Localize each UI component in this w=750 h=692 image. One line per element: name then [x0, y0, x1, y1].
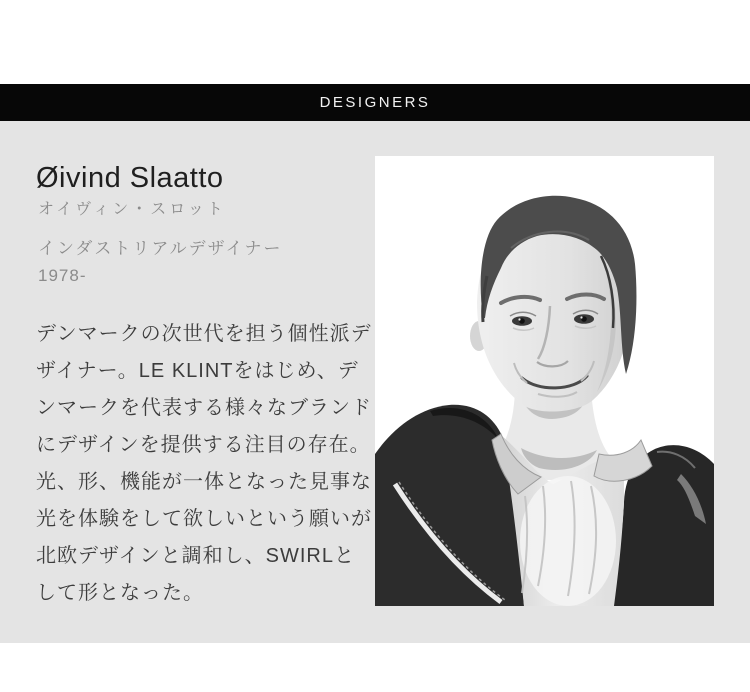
portrait-illustration	[375, 156, 714, 606]
designer-name-kana: オイヴィン・スロット	[38, 201, 226, 218]
designers-header-bar	[0, 84, 750, 121]
designers-heading: DESIGNERS	[319, 94, 431, 111]
designer-name: Øivind Slaatto	[36, 162, 224, 194]
designer-profession: インダストリアルデザイナー	[38, 239, 283, 258]
designer-portrait-photo	[375, 156, 714, 606]
designer-bio-text: デンマークの次世代を担う個性派デザイナー。LE KLINTをはじめ、デンマークを代表する様々なブランドにデザインを提供する注目の存在。光、形、機能が一体となった見事な光を体験をして欲しいという願いが北欧デザインと調和し、SWIRLとして形となった。	[36, 323, 372, 604]
designer-birth-year: 1978-	[38, 266, 87, 285]
